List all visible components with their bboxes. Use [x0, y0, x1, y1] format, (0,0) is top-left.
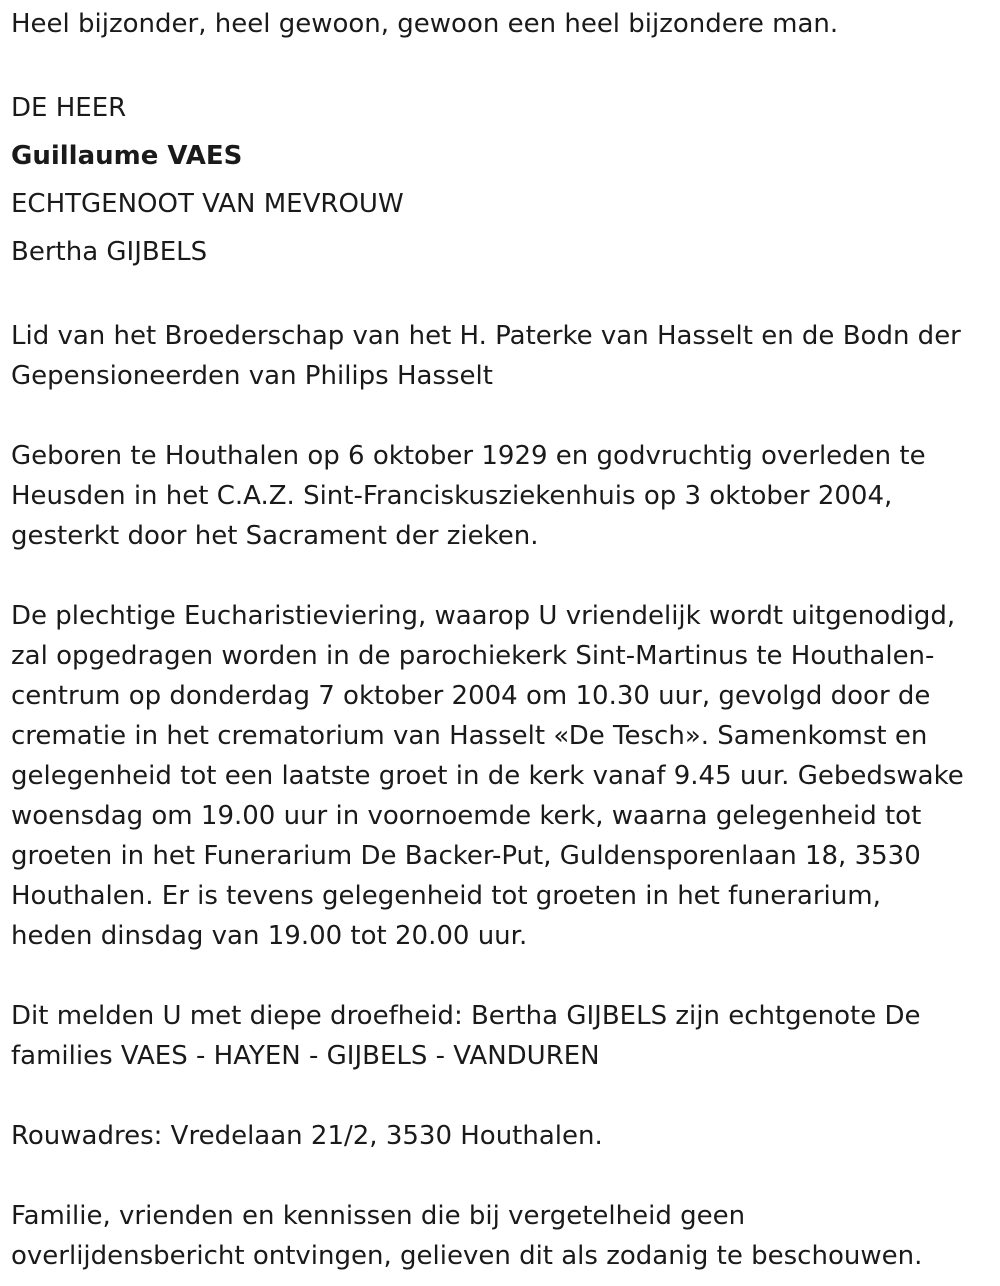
- intro-text: Heel bijzonder, heel gewoon, gewoon een heel bijzondere man.: [11, 9, 839, 39]
- spacer: [11, 276, 980, 316]
- spacer: [11, 1156, 980, 1196]
- announcement-text: Dit melden U met diepe droefheid: Bertha GIJBELS zijn echtgenote De families VAES - HAYEN - GIJBELS - VANDUREN: [11, 1001, 921, 1071]
- closing-text: Familie, vrienden en kennissen die bij vergetelheid geen overlijdensbericht ontvingen, gelieven dit als zodanig te beschouwen.: [11, 1201, 923, 1271]
- address-text: Rouwadres: Vredelaan 21/2, 3530 Houthalen.: [11, 1121, 603, 1151]
- spacer: [11, 396, 980, 436]
- deceased-name: Guillaume VAES: [11, 141, 243, 171]
- spacer: [11, 556, 980, 596]
- spacer: [11, 956, 980, 996]
- membership-text: Lid van het Broederschap van het H. Paterke van Hasselt en de Bodn der Gepensioneerden van Philips Hasselt: [11, 321, 961, 391]
- spacer: [11, 1076, 980, 1116]
- spouse-name: Bertha GIJBELS: [11, 237, 208, 267]
- relation-text: ECHTGENOOT VAN MEVROUW: [11, 189, 404, 219]
- salutation: DE HEER: [11, 93, 127, 123]
- spacer: [11, 44, 980, 84]
- birth-death-text: Geboren te Houthalen op 6 oktober 1929 en godvruchtig overleden te Heusden in het C.A.Z. Sint-Franciskusziekenhuis op 3 oktober 2004, gesterkt door het Sacrament der zieken.: [11, 441, 926, 551]
- ceremony-text: De plechtige Eucharistieviering, waarop U vriendelijk wordt uitgenodigd, zal opgedragen worden in de parochiekerk Sint-Martinus te Houthalen- centrum op donderdag 7 oktober 2004 om 10.30 uur, gevolgd door de crematie in het crematorium van Hasselt «De Tesch». Samenkomst en gelegenheid tot een laatste groet in de kerk vanaf 9.45 uur. Gebedswake woensdag om 19.00 uur in voornoemde kerk, waarna gelegenheid tot groeten in het Funerarium De Backer-Put, Guldensporenlaan 18, 3530 Houthalen. Er is tevens gelegenheid tot groeten in het funerarium, heden dinsdag van 19.00 tot 20.00 uur.: [11, 601, 964, 951]
